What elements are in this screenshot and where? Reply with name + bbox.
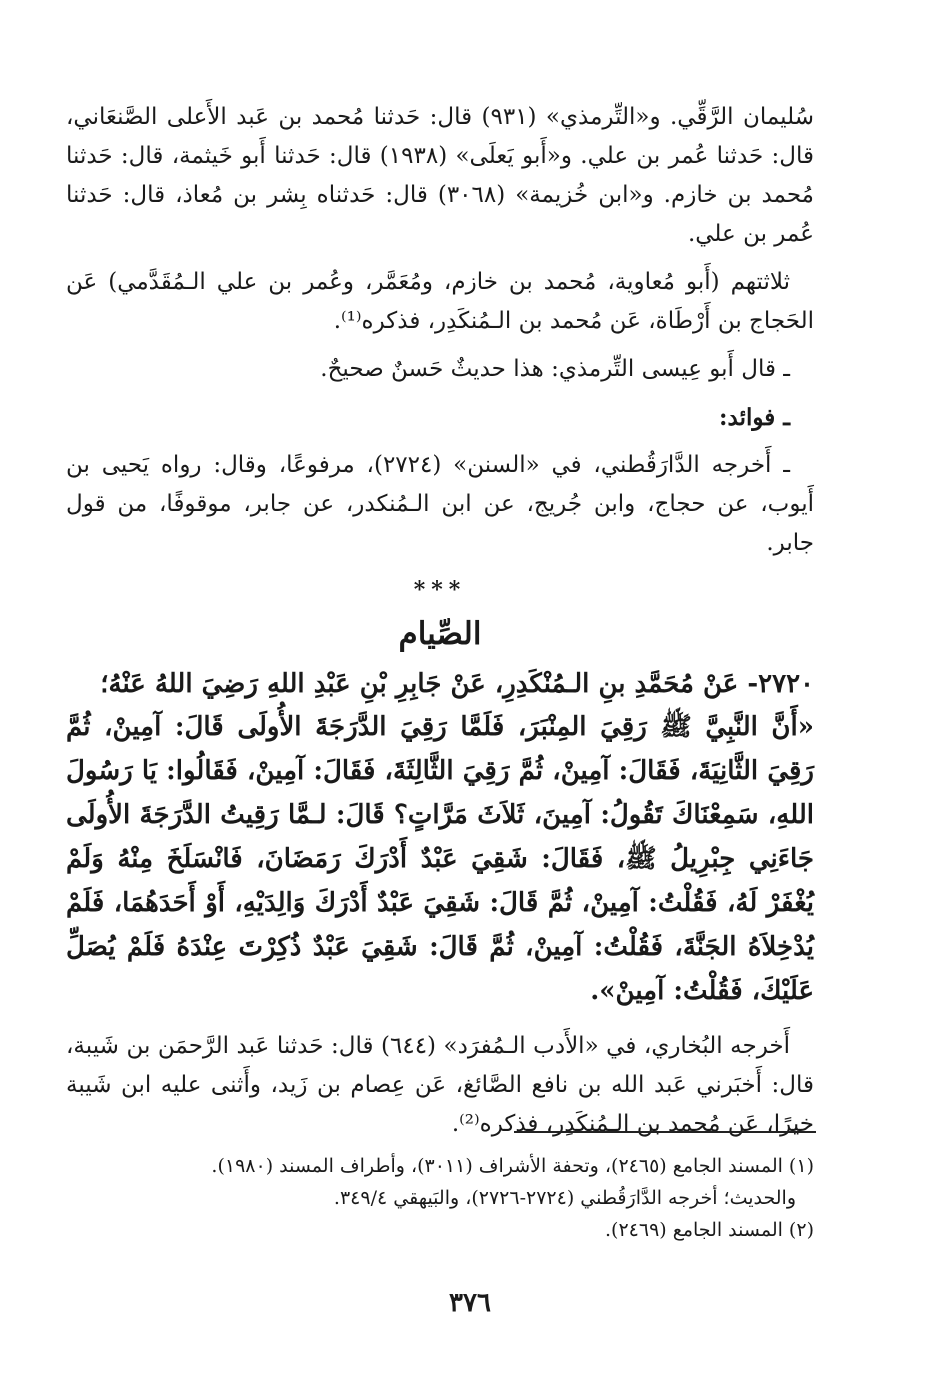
fawaid-heading: ـ فوائد: — [719, 404, 790, 431]
paragraph-tirmidhi-grading: ـ قال أَبو عِيسى التِّرمذي: هذا حديثٌ حَسنٌ صحيحٌ. — [320, 356, 790, 382]
footnotes — [120, 1150, 814, 1246]
paragraph-daraqutni: ـ أَخرجه الدَّارَقُطني، في «السنن» (٢٧٢٤)، مرفوعًا، وقال: رواه يَحيى بن أَيوب، عن حجاج، وابن جُريج، عن ابن الـمُنكدر، عن جابر، موقوفًا، من قول جابر. — [66, 452, 814, 556]
footnote-1: (١) المسند الجامع (٢٤٦٥)، وتحفة الأشراف (٣٠١١)، وأطراف المسند (١٩٨٠). — [211, 1155, 814, 1177]
paragraph-takhrij: أَخرجه البُخاري، في «الأَدب الـمُفرَد» (٦٤٤) قال: حَدثنا عَبد الرَّحمَن بن شَيبة، قال: أَخبَرني عَبد الله بن نافع الصَّائغ، عَن عِصام بن زَيد، وأَثنى عليه ابن شَيبة خيرًا، عَن مُحمد بن الـمُنكَدِر، فذكره⁽²⁾. — [66, 1033, 814, 1137]
paragraph-isnad: سُليمان الرَّقِّي. و«التِّرمذي» (٩٣١) قال: حَدثنا مُحمد بن عَبد الأَعلى الصَّنعَاني، قال: حَدثنا عُمر بن علي. و«أَبو يَعلَى» (١٩٣٨) قال: حَدثنا أَبو خَيثمة، قال: حَدثنا مُحمد بن خازم. و«ابن خُزيمة» (٣٠٦٨) قال: حَدثناه بِشر بن مُعاذ، قال: حَدثنا عُمر بن علي. — [66, 104, 814, 247]
hadith-text: «أَنَّ النَّبِيَّ ﷺ رَقِيَ المِنْبَرَ، فَلَمَّا رَقِيَ الدَّرَجَةَ الأُولَى قَالَ: آمِينْ، ثُمَّ رَقِيَ الثَّانِيَةَ، فَقَالَ: آمِينْ، ثُمَّ رَقِيَ الثَّالِثَةَ، فَقَالَ: آمِينْ، فَقَالُوا: يَا رَسُولَ اللهِ، سَمِعْنَاكَ تَقُولُ: آمِينَ، ثَلاَثَ مَرَّاتٍ؟ قَالَ: لـمَّا رَقِيتُ الدَّرَجَةَ الأُولَى جَاءَنِي جِبْرِيلُ ﷺ، فَقَالَ: شَقِيَ عَبْدٌ أَدْرَكَ رَمَضَانَ، فَانْسَلَخَ مِنْهُ وَلَمْ يُغْفَرْ لَهُ، فَقُلْتُ: آمِينْ، ثُمَّ قَالَ: شَقِيَ عَبْدٌ أَدْرَكَ وَالِدَيْهِ، أَوْ أَحَدَهُمَا، فَلَمْ يُدْخِلاَهُ الجَنَّةَ، فَقُلْتُ: آمِينْ، ثُمَّ قَالَ: شَقِيَ عَبْدٌ ذُكِرْتَ عِنْدَهُ فَلَمْ يُصَلِّ عَلَيْكَ، فَقُلْتُ: آمِينْ». — [66, 712, 814, 1006]
section-separator: *** — [413, 577, 467, 603]
footnote-divider — [514, 1131, 816, 1133]
section-title: الصِّيام — [398, 616, 482, 652]
footnote-2: (٢) المسند الجامع (٢٤٦٩). — [605, 1219, 814, 1241]
page-body — [66, 98, 814, 1144]
footnote-1-continuation: والحديث؛ أخرجه الدَّارَقُطني (٢٧٢٤-٢٧٢٦)، والبَيهقي ٣٤٩/٤. — [333, 1187, 796, 1209]
paragraph-chain-summary: ثلاثتهم (أَبو مُعاوية، مُحمد بن خازم، ومُعَمَّر، وعُمر بن علي الـمُقَدَّمي) عَن الحَجاج بن أَرْطَاة، عَن مُحمد بن الـمُنكَدِر، فذكره⁽¹⁾. — [66, 269, 814, 334]
page-number: ٣٧٦ — [449, 1288, 491, 1318]
hadith-heading: ٢٧٢٠- عَنْ مُحَمَّدِ بنِ الـمُنْكَدِرِ، عَنْ جَابِرِ بْنِ عَبْدِ اللهِ رَضِيَ اللهُ عَنْهُ؛ — [100, 669, 814, 699]
